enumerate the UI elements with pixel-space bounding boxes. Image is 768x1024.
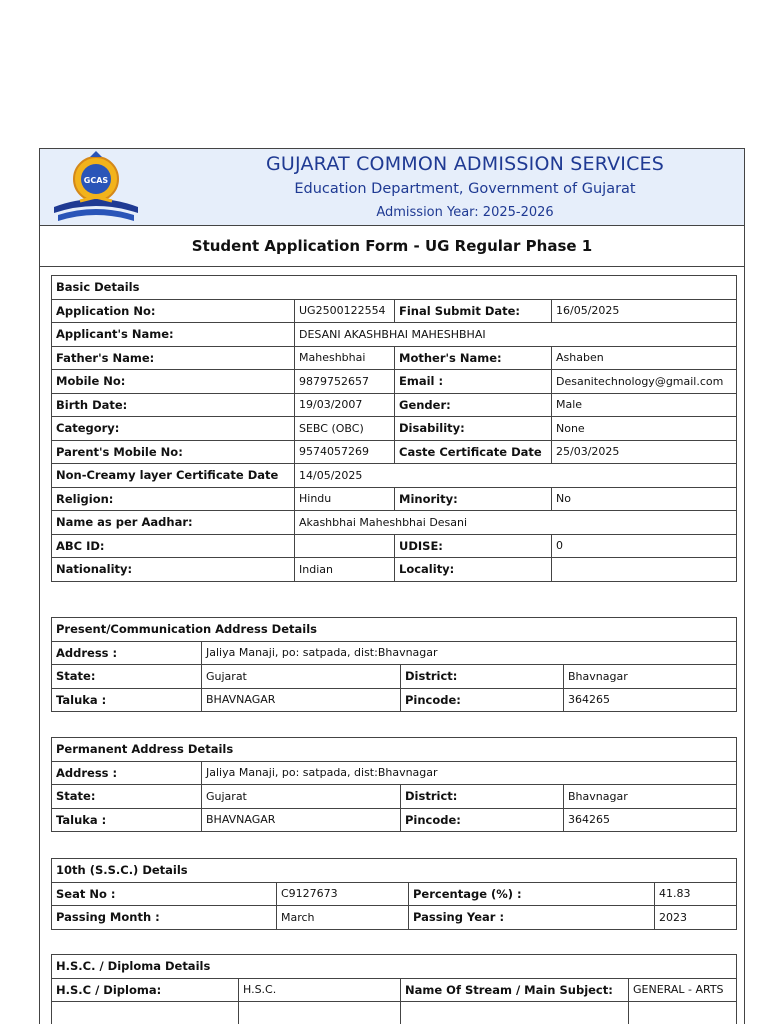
seat-no-value: C9127673	[277, 882, 409, 906]
field-label: Nationality:	[52, 558, 295, 582]
table-row	[52, 688, 737, 712]
permanent-pincode-value: 364265	[564, 808, 737, 832]
field-label: Name Of Stream / Main Subject:	[401, 978, 629, 1002]
table-row	[52, 534, 737, 558]
field-label: ABC ID:	[52, 534, 295, 558]
field-label: Pincode:	[401, 808, 564, 832]
disability-value: None	[552, 417, 737, 441]
field-value	[239, 1002, 401, 1024]
field-label: Locality:	[395, 558, 552, 582]
field-label: Passing Month :	[52, 906, 277, 930]
permanent-address-value: Jaliya Manaji, po: satpada, dist:Bhavnagar	[202, 761, 737, 785]
table-row	[52, 859, 737, 883]
table-row	[52, 978, 737, 1002]
ncl-certificate-date-value: 14/05/2025	[295, 464, 737, 488]
field-label: State:	[52, 665, 202, 689]
applicant-name-value: DESANI AKASHBHAI MAHESHBHAI	[295, 323, 737, 347]
field-label: Minority:	[395, 487, 552, 511]
section-title: 10th (S.S.C.) Details	[52, 859, 737, 883]
permanent-taluka-value: BHAVNAGAR	[202, 808, 401, 832]
abc-id-value	[295, 534, 395, 558]
father-name-value: Maheshbhai	[295, 346, 395, 370]
section-title: H.S.C. / Diploma Details	[52, 955, 737, 979]
section-title: Permanent Address Details	[52, 738, 737, 762]
field-label: Final Submit Date:	[395, 299, 552, 323]
parent-mobile-value: 9574057269	[295, 440, 395, 464]
birth-date-value: 19/03/2007	[295, 393, 395, 417]
field-label: District:	[401, 665, 564, 689]
passing-month-value: March	[277, 906, 409, 930]
table-row	[52, 276, 737, 300]
field-label: Category:	[52, 417, 295, 441]
table-row	[52, 738, 737, 762]
table-row	[52, 785, 737, 809]
hsc-details-table	[51, 954, 737, 1024]
field-label: Religion:	[52, 487, 295, 511]
org-name: GUJARAT COMMON ADMISSION SERVICES	[265, 153, 665, 175]
field-label: Gender:	[395, 393, 552, 417]
department-name: Education Department, Government of Gujarat	[294, 181, 636, 197]
udise-value: 0	[552, 534, 737, 558]
email-value: Desanitechnology@gmail.com	[552, 370, 737, 394]
field-label: Passing Year :	[409, 906, 655, 930]
field-label: Parent's Mobile No:	[52, 440, 295, 464]
percentage-value: 41.83	[655, 882, 737, 906]
table-row	[52, 955, 737, 979]
field-label: State:	[52, 785, 202, 809]
religion-value: Hindu	[295, 487, 395, 511]
table-row	[52, 906, 737, 930]
table-row	[52, 641, 737, 665]
present-taluka-value: BHAVNAGAR	[202, 688, 401, 712]
table-row	[52, 393, 737, 417]
field-label: Taluka :	[52, 808, 202, 832]
field-label: Non-Creamy layer Certificate Date	[52, 464, 295, 488]
present-district-value: Bhavnagar	[564, 665, 737, 689]
logo-text: GCAS	[83, 176, 109, 185]
field-label: Taluka :	[52, 688, 202, 712]
permanent-state-value: Gujarat	[202, 785, 401, 809]
present-address-value: Jaliya Manaji, po: satpada, dist:Bhavnagar	[202, 641, 737, 665]
gcas-logo-icon	[50, 151, 142, 223]
field-label	[401, 1002, 629, 1024]
table-row	[52, 370, 737, 394]
field-label	[52, 1002, 239, 1024]
field-label: Disability:	[395, 417, 552, 441]
field-label: Mother's Name:	[395, 346, 552, 370]
field-label: Pincode:	[401, 688, 564, 712]
field-label: Name as per Aadhar:	[52, 511, 295, 535]
final-submit-date-value: 16/05/2025	[552, 299, 737, 323]
field-value	[629, 1002, 737, 1024]
field-label: Seat No :	[52, 882, 277, 906]
field-label: Mobile No:	[52, 370, 295, 394]
locality-value	[552, 558, 737, 582]
field-label: Email :	[395, 370, 552, 394]
table-row	[52, 618, 737, 642]
application-no-value: UG2500122554	[295, 299, 395, 323]
section-title: Present/Communication Address Details	[52, 618, 737, 642]
table-row	[52, 346, 737, 370]
present-state-value: Gujarat	[202, 665, 401, 689]
aadhar-name-value: Akashbhai Maheshbhai Desani	[295, 511, 737, 535]
table-row	[52, 808, 737, 832]
permanent-address-table	[51, 737, 737, 832]
present-address-table	[51, 617, 737, 712]
field-label: Father's Name:	[52, 346, 295, 370]
gender-value: Male	[552, 393, 737, 417]
application-form-page	[39, 148, 745, 1024]
field-label: District:	[401, 785, 564, 809]
category-value: SEBC (OBC)	[295, 417, 395, 441]
minority-value: No	[552, 487, 737, 511]
nationality-value: Indian	[295, 558, 395, 582]
field-label: H.S.C / Diploma:	[52, 978, 239, 1002]
admission-year: Admission Year: 2025-2026	[376, 205, 554, 220]
field-label: Address :	[52, 761, 202, 785]
table-row	[52, 464, 737, 488]
form-title: Student Application Form - UG Regular Phase 1	[40, 226, 744, 267]
field-label: UDISE:	[395, 534, 552, 558]
section-title: Basic Details	[52, 276, 737, 300]
field-label: Caste Certificate Date	[395, 440, 552, 464]
present-pincode-value: 364265	[564, 688, 737, 712]
table-row	[52, 882, 737, 906]
table-row	[52, 323, 737, 347]
table-row	[52, 511, 737, 535]
field-label: Application No:	[52, 299, 295, 323]
passing-year-value: 2023	[655, 906, 737, 930]
table-row	[52, 440, 737, 464]
table-row	[52, 761, 737, 785]
stream-value: GENERAL - ARTS	[629, 978, 737, 1002]
hsc-diploma-value: H.S.C.	[239, 978, 401, 1002]
permanent-district-value: Bhavnagar	[564, 785, 737, 809]
table-row	[52, 665, 737, 689]
ssc-details-table	[51, 858, 737, 930]
table-row	[52, 558, 737, 582]
mobile-no-value: 9879752657	[295, 370, 395, 394]
table-row	[52, 417, 737, 441]
table-row	[52, 487, 737, 511]
table-row	[52, 299, 737, 323]
table-row	[52, 1002, 737, 1024]
field-label: Address :	[52, 641, 202, 665]
caste-certificate-date-value: 25/03/2025	[552, 440, 737, 464]
field-label: Applicant's Name:	[52, 323, 295, 347]
field-label: Birth Date:	[52, 393, 295, 417]
form-header	[40, 149, 744, 226]
field-label: Percentage (%) :	[409, 882, 655, 906]
basic-details-table	[51, 275, 737, 582]
mother-name-value: Ashaben	[552, 346, 737, 370]
